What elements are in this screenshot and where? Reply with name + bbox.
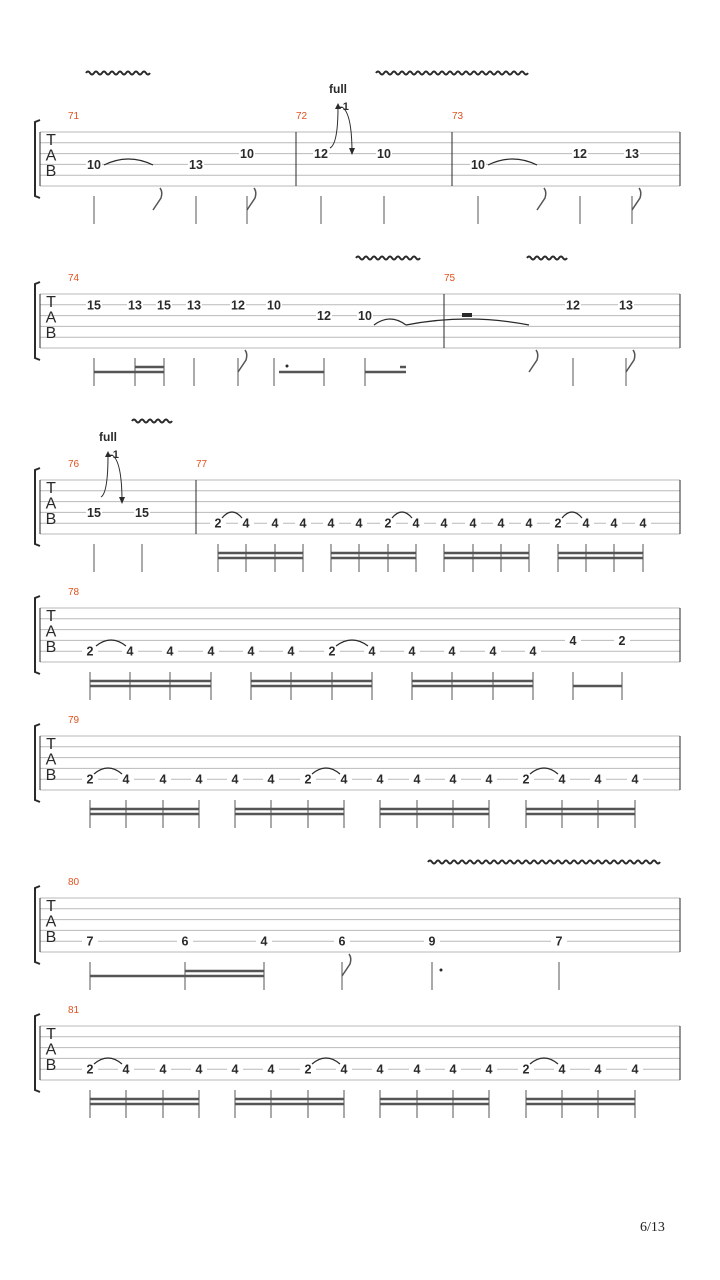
fret-number: 4 [594,772,602,787]
fret-number: 4 [122,1062,130,1077]
fret-number: 12 [566,298,580,313]
fret-number: 10 [87,157,101,172]
fret-number: 2 [304,1062,312,1077]
tab-clef-letter: T [46,898,56,915]
fret-number: 10 [377,147,391,162]
tab-clef-letter: T [46,132,56,149]
fret-number: 4 [413,772,421,787]
bend-arrow [119,497,125,504]
note-flag [626,350,635,372]
bend-curve [330,107,338,148]
fret-number: 13 [625,147,639,162]
fret-number: 4 [340,772,348,787]
fret-number: 15 [135,505,149,520]
measure-number: 80 [68,877,80,888]
vibrato-mark [527,257,567,260]
bend-measure-72 [329,82,355,155]
measure-number: 74 [68,273,80,284]
measure-number: 79 [68,715,80,726]
fret-number: 4 [271,516,279,531]
fret-number: 4 [376,772,384,787]
system-bracket [35,120,40,198]
fret-number: 4 [469,516,477,531]
fret-number: 6 [338,934,346,949]
fret-number: 12 [231,298,245,313]
bend-label: full [99,430,117,444]
fret-number: 4 [408,644,416,659]
fret-number: 4 [631,1062,639,1077]
fret-number: 4 [448,644,456,659]
fret-number: 4 [327,516,335,531]
fret-number: 4 [639,516,647,531]
tab-clef-letter: A [45,1041,57,1059]
fret-number: 7 [86,934,94,949]
fret-number: 4 [242,516,250,531]
fret-number: 13 [128,298,142,313]
fret-number: 4 [287,644,295,659]
fret-number: 4 [355,516,363,531]
fret-number: 4 [340,1062,348,1077]
fret-number: 4 [368,644,376,659]
fret-number: 4 [267,1062,275,1077]
bend-measure-76 [99,430,125,504]
tab-system [35,715,680,828]
measure-number: 76 [68,459,80,470]
page-number: 6/13 [640,1220,665,1235]
fret-number: 2 [522,772,530,787]
tab-system [35,1005,680,1118]
fret-number: 4 [231,772,239,787]
vibrato-mark [132,420,172,423]
fret-number: 4 [159,1062,167,1077]
tab-clef-letter: B [45,325,57,342]
measure-number: 77 [196,459,208,470]
measure [68,273,373,386]
tab-clef-letter: A [45,913,57,931]
system-bracket [35,886,40,964]
fret-number: 4 [525,516,533,531]
fret-number: 12 [317,309,331,324]
fret-number: 4 [449,1062,457,1077]
fret-number: 2 [86,1062,94,1077]
fret-number: 2 [522,1062,530,1077]
fret-number: 2 [618,633,626,648]
bend-release-curve [112,455,122,502]
bend-label: full [329,82,347,96]
fret-number: 4 [529,644,537,659]
measure-number: 75 [444,273,456,284]
tab-system [35,111,680,224]
fret-number: 4 [260,934,268,949]
fret-number: 4 [485,772,493,787]
tab-clef-letter: A [45,309,57,327]
measure-number: 72 [296,111,308,122]
fret-number: 2 [554,516,562,531]
tab-clef-letter: T [46,1026,56,1043]
note-flag [153,188,162,210]
tab-clef-letter: A [45,623,57,641]
tab-system [35,587,680,700]
fret-number: 4 [558,1062,566,1077]
fret-number: 10 [267,298,281,313]
fret-number: 4 [582,516,590,531]
note-flag [247,188,256,210]
note-flag [342,954,351,976]
tie-arc [374,319,406,325]
fret-number: 4 [126,644,134,659]
measure [68,587,630,700]
measure [444,273,634,386]
tab-clef-letter: B [45,163,57,180]
vibrato-mark [356,257,420,260]
fret-number: 13 [619,298,633,313]
system-bracket [35,282,40,360]
fret-number: 10 [471,157,485,172]
measure-number: 81 [68,1005,80,1016]
fret-number: 15 [157,298,171,313]
fret-number: 4 [122,772,130,787]
measure [68,715,643,828]
augmentation-dot [286,365,289,368]
tab-system [35,459,680,572]
tab-clef-letter: T [46,480,56,497]
measure-number: 73 [452,111,464,122]
tab-clef-letter: T [46,736,56,753]
fret-number: 12 [573,147,587,162]
fret-number: 12 [314,147,328,162]
tab-clef-letter: T [46,294,56,311]
fret-number: 2 [214,516,222,531]
fret-number: 7 [555,934,563,949]
fret-number: 2 [328,644,336,659]
fret-number: 4 [376,1062,384,1077]
fret-number: 2 [86,644,94,659]
fret-number: 4 [231,1062,239,1077]
tab-clef-letter: B [45,511,57,528]
note-flag [529,350,538,372]
fret-number: 4 [412,516,420,531]
vibrato-mark [376,72,528,75]
fret-number: 4 [166,644,174,659]
fret-number: 4 [195,1062,203,1077]
fret-number: 4 [489,644,497,659]
fret-number: 4 [594,1062,602,1077]
half-rest [462,313,472,317]
fret-number: 4 [195,772,203,787]
fret-number: 10 [240,147,254,162]
fret-number: 4 [207,644,215,659]
tie-arc [406,319,529,325]
note-flag [632,188,641,210]
fret-number: 6 [181,934,189,949]
fret-number: 4 [569,633,577,648]
fret-number: 4 [247,644,255,659]
fret-number: 4 [631,772,639,787]
vibrato-mark [428,861,660,864]
tab-clef-letter: B [45,639,57,656]
fret-number: 4 [413,1062,421,1077]
fret-number: 10 [358,309,372,324]
vibrato-mark [86,72,150,75]
fret-number: 15 [87,505,101,520]
tab-system [35,273,680,386]
fret-number: 4 [299,516,307,531]
bend-target: -1 [339,101,349,113]
measure [68,459,150,572]
measure [296,111,392,224]
system-bracket [35,468,40,546]
system-bracket [35,596,40,674]
fret-number: 4 [267,772,275,787]
bend-release-curve [342,107,352,153]
fret-number: 4 [558,772,566,787]
fret-number: 2 [304,772,312,787]
fret-number: 4 [610,516,618,531]
tab-clef-letter: A [45,751,57,769]
tab-clef-letter: A [45,495,57,513]
fret-number: 13 [189,157,203,172]
measure [196,459,651,572]
fret-number: 4 [485,1062,493,1077]
tab-clef-letter: B [45,767,57,784]
measure-number: 71 [68,111,80,122]
measure [452,111,640,224]
bend-target: -1 [109,449,119,461]
augmentation-dot [440,969,443,972]
tab-clef-letter: B [45,1057,57,1074]
measure [68,1005,643,1118]
tab-clef-letter: B [45,929,57,946]
fret-number: 2 [86,772,94,787]
tab-system [35,877,680,990]
fret-number: 4 [440,516,448,531]
system-bracket [35,724,40,802]
measure [68,111,255,224]
fret-number: 4 [497,516,505,531]
fret-number: 4 [449,772,457,787]
note-flag [238,350,247,372]
measure-number: 78 [68,587,80,598]
tab-clef-letter: A [45,147,57,165]
note-flag [537,188,546,210]
measure [68,877,567,990]
fret-number: 2 [384,516,392,531]
tab-clef-letter: T [46,608,56,625]
fret-number: 13 [187,298,201,313]
fret-number: 9 [428,934,436,949]
system-bracket [35,1014,40,1092]
fret-number: 15 [87,298,101,313]
fret-number: 4 [159,772,167,787]
